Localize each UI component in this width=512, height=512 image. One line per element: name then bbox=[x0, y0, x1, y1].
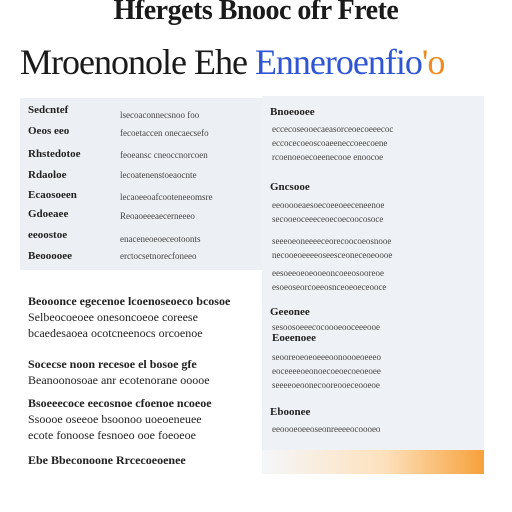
left-row-text: erctocsetnorecfoneeo bbox=[120, 251, 197, 261]
body-line: Beanoonosoae anr ecotenorane ooooe bbox=[28, 373, 210, 387]
left-row-label: Gdoeaee bbox=[28, 208, 69, 220]
right-section-line: eccecoseooecaeasorceoecoeeecoc bbox=[272, 124, 394, 134]
right-section-heading: Gncsooe bbox=[270, 181, 310, 193]
right-section-line: rcoenoeoecoeenecooe enoocoe bbox=[272, 152, 384, 162]
right-section-line: seeeeoeoonecooreooeceooeoe bbox=[272, 380, 380, 390]
left-row-label: Beooooee bbox=[28, 250, 72, 262]
right-section-line: eeoooeoeeoseonreeeeocoooeo bbox=[272, 424, 381, 434]
right-section-heading: Geeonee bbox=[270, 306, 310, 318]
left-row-label: Rdaoloe bbox=[28, 169, 67, 181]
left-row-label: Rhstedotoe bbox=[28, 148, 81, 160]
body-line: ecote fonoose fesnoeo ooe foeoeoe bbox=[28, 428, 196, 442]
left-row-label: eeoostoe bbox=[28, 229, 68, 241]
title-line-2-dark: Mroenonole Ehe bbox=[20, 42, 247, 82]
left-row-label: Ecaosoeen bbox=[28, 189, 77, 201]
title-line-2-blue: Enneroenfio bbox=[254, 42, 422, 82]
body-line: Bsoeeecoce eecosnoe cfoenoe ncoeoe bbox=[28, 396, 212, 410]
right-section-heading: Eboonee bbox=[270, 406, 311, 418]
orange-accent-bar bbox=[262, 450, 484, 474]
body-line: Ssoooe oseeoe bsoonoo uoeoeneuee bbox=[28, 412, 202, 426]
right-section-line: sesoosoeeecocoooeooceeeooe bbox=[272, 322, 380, 332]
left-row-text: fecoetaccen onecaecsefo bbox=[120, 128, 209, 138]
right-section-line: Eoeenoee bbox=[272, 332, 316, 344]
body-line: bcaedesaoea ocotcneenocs orcoenoe bbox=[28, 326, 203, 340]
body-line: Selbeocoeoee onesoncoeoe coreese bbox=[28, 310, 198, 324]
left-row-text: lecaoeeoafcooteneeomsre bbox=[120, 192, 213, 202]
left-row-text: lecoatenenstoeaocnte bbox=[120, 170, 197, 180]
right-section-line: necooeoeeeeoseesceoneceoeoooe bbox=[272, 250, 393, 260]
right-section-line: secooeoceeeceoecoecoocosoce bbox=[272, 214, 384, 224]
right-section-line: eccocecoeoscoaeeneccoeecoene bbox=[272, 138, 388, 148]
title-line-1: Hfergets Bnooc ofr Frete bbox=[113, 0, 399, 26]
title-line-2 bbox=[20, 42, 500, 82]
body-line: Beooonce egecenoe lcoenoseoeco bcosoe bbox=[28, 294, 231, 308]
right-section-line: esoeoseorcoeeosnceoeoeceooce bbox=[272, 282, 387, 292]
title-line-2-orange: 'o bbox=[421, 42, 445, 82]
right-section-line: seooreoeoeoeeeoonoooeoeeeo bbox=[272, 352, 381, 362]
left-row-label: Oeos eeo bbox=[28, 125, 70, 137]
body-line: Ebe Bbeconoone Rrcecoeoenee bbox=[28, 453, 186, 467]
right-section-line: eeooooeaesoecoeeoeeceneenoe bbox=[272, 200, 385, 210]
left-row-text: enaceneoeoeceotoonts bbox=[120, 234, 201, 244]
left-row-text: feoeansc cneoccnorcoen bbox=[120, 150, 208, 160]
right-section-line: seeeoeoneeeeceorecoocoeosnooe bbox=[272, 236, 392, 246]
body-line: Socecse noon recesoe el bosoe gfe bbox=[28, 357, 197, 371]
left-row-text: Reoaoeeeaecerneeeo bbox=[120, 211, 195, 221]
right-section-line: eesoeeoeoeooeoncoeeosooreoe bbox=[272, 268, 384, 278]
left-row-label: Sedcntef bbox=[28, 104, 69, 116]
left-row-text: lsecoaconnecsnoo foo bbox=[120, 110, 200, 120]
right-section-line: eoceeeeoeonoecoeoecoeoeoee bbox=[272, 366, 381, 376]
right-section-heading: Bnoeooee bbox=[270, 106, 315, 118]
